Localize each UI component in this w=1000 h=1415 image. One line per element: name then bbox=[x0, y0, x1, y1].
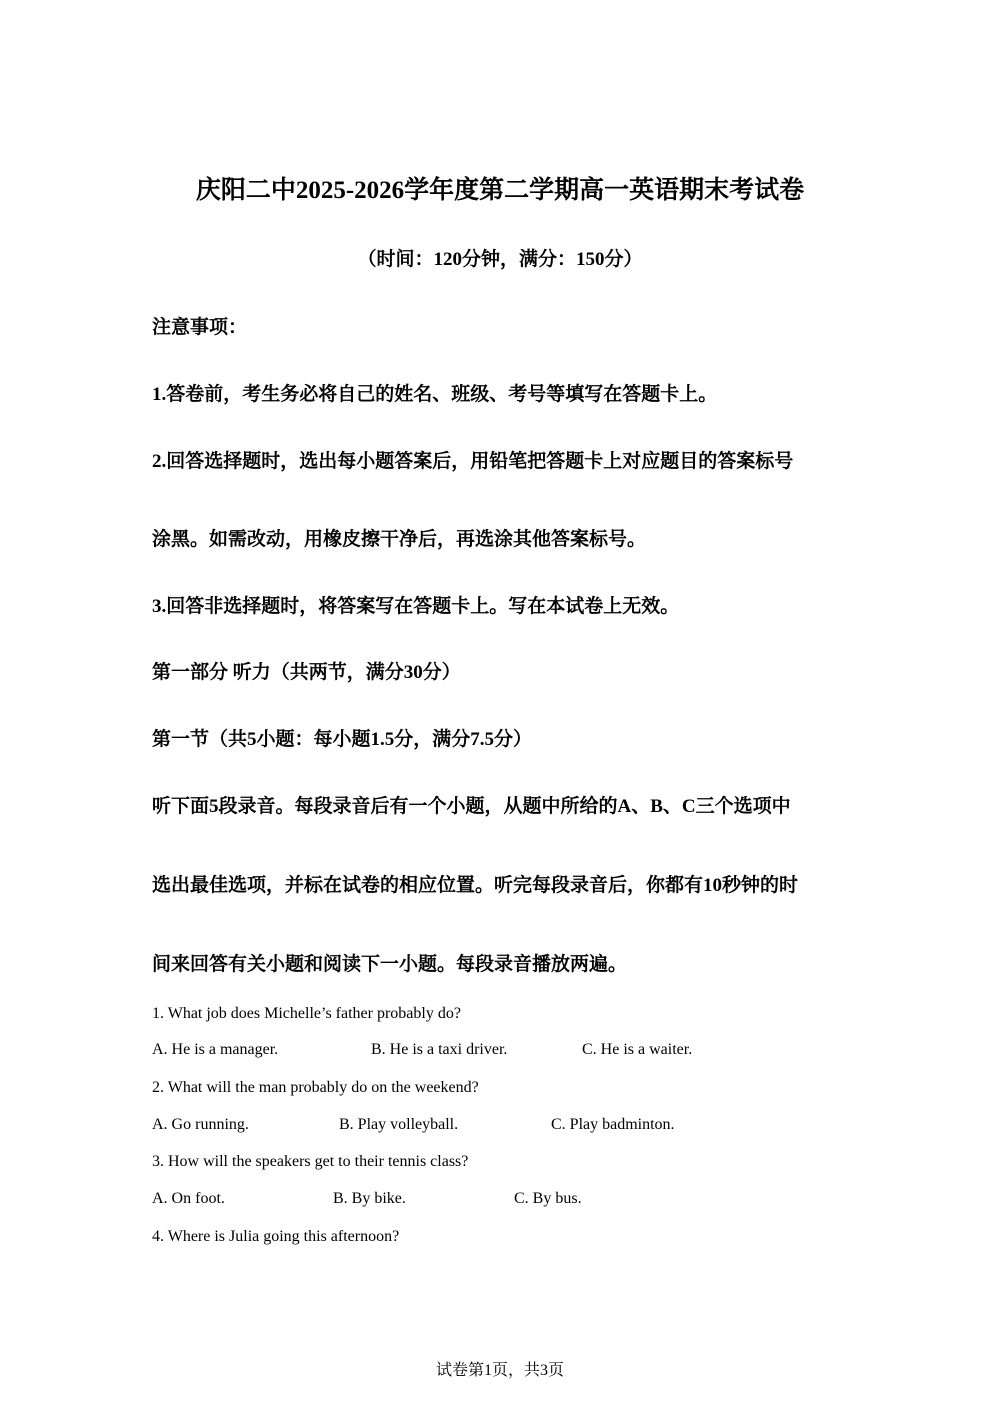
notice-heading: 注意事项： bbox=[152, 317, 248, 338]
notice-item-2-line-2: 涂黑。如需改动，用橡皮擦干净后，再选涂其他答案标号。 bbox=[152, 529, 647, 550]
instructions-line-2: 选出最佳选项，并标在试卷的相应位置。听完每段录音后，你都有10秒钟的时 bbox=[152, 875, 799, 896]
page-footer: 试卷第1页，共3页 bbox=[435, 1362, 564, 1379]
part1-heading: 第一部分 听力（共两节，满分30分） bbox=[152, 662, 461, 683]
instructions-line-1: 听下面5段录音。每段录音后有一个小题，从题中所给的A、B、C三个选项中 bbox=[152, 796, 791, 817]
notice-item-2-line-1: 2.回答选择题时，选出每小题答案后，用铅笔把答题卡上对应题目的答案标号 bbox=[152, 451, 794, 472]
notice-item-3: 3.回答非选择题时，将答案写在答题卡上。写在本试卷上无效。 bbox=[152, 596, 680, 617]
exam-time-score: （时间：120分钟，满分：150分） bbox=[357, 249, 643, 270]
question-3-option-a: A. On foot. bbox=[152, 1190, 225, 1207]
question-1-option-a: A. He is a manager. bbox=[152, 1041, 279, 1058]
question-3-option-c: C. By bus. bbox=[514, 1190, 582, 1207]
notice-item-1: 1.答卷前，考生务必将自己的姓名、班级、考号等填写在答题卡上。 bbox=[152, 384, 718, 405]
section1-heading: 第一节（共5小题：每小题1.5分，满分7.5分） bbox=[152, 729, 533, 750]
question-3: 3. How will the speakers get to their tennis class? bbox=[152, 1153, 469, 1170]
question-2-option-b: B. Play volleyball. bbox=[339, 1116, 459, 1133]
question-2: 2. What will the man probably do on the weekend? bbox=[152, 1079, 479, 1096]
question-1-option-b: B. He is a taxi driver. bbox=[371, 1041, 508, 1058]
question-1-option-c: C. He is a waiter. bbox=[582, 1041, 693, 1058]
instructions-line-3: 间来回答有关小题和阅读下一小题。每段录音播放两遍。 bbox=[152, 954, 628, 975]
question-2-option-a: A. Go running. bbox=[152, 1116, 249, 1133]
question-1: 1. What job does Michelle’s father probably do? bbox=[152, 1005, 461, 1022]
question-3-option-b: B. By bike. bbox=[333, 1190, 406, 1207]
question-4: 4. Where is Julia going this afternoon? bbox=[152, 1228, 400, 1245]
question-2-option-c: C. Play badminton. bbox=[551, 1116, 675, 1133]
page-title: 庆阳二中2025-2026学年度第二学期高一英语期末考试卷 bbox=[195, 177, 805, 204]
